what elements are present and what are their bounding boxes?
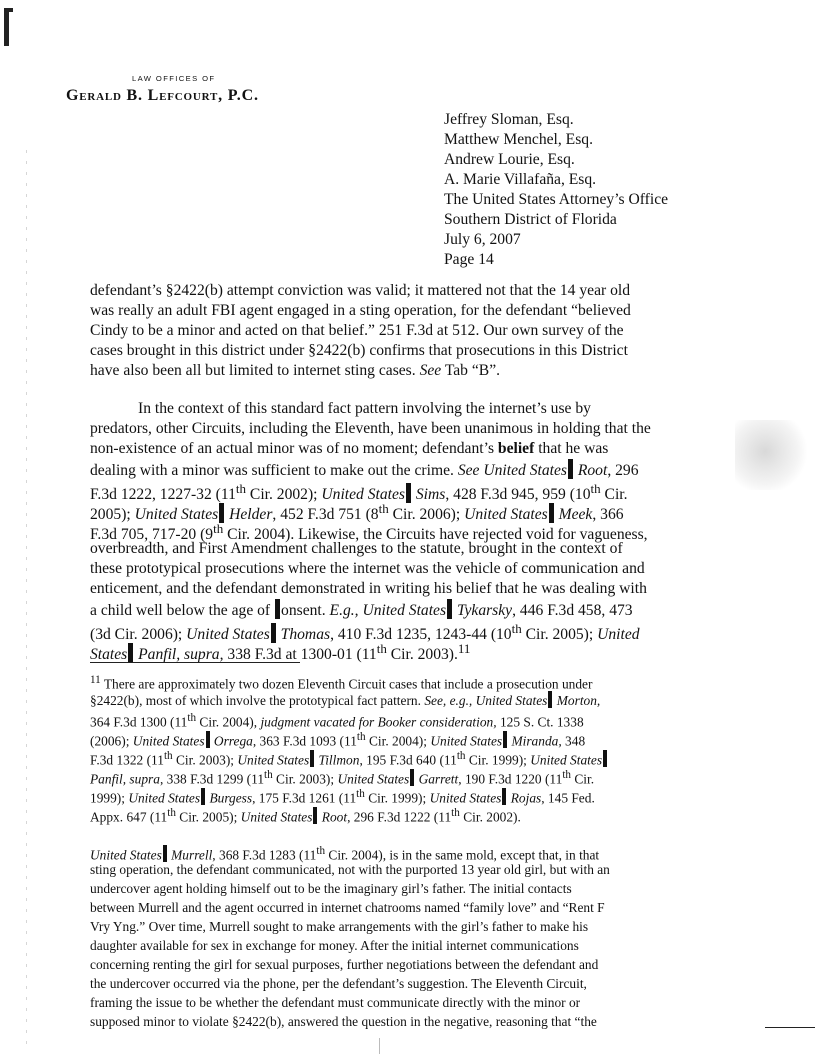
footnote-line: $^{11}$ There are approximately two dozen Eleventh Circuit cases that include a prosecution under bbox=[90, 674, 593, 692]
redaction-bar bbox=[603, 750, 607, 767]
footnote-line: (2006); United States Orrega, 363 F.3d 1093 (11th Cir. 2004); United States Miranda, 348 bbox=[90, 731, 586, 749]
text-line: overbreadth, and First Amendment challenges to the statute, brought in the context of bbox=[90, 540, 623, 557]
text-line: cases brought in this district under §2422(b) confirms that prosecutions in this District bbox=[90, 342, 628, 359]
footnote-line: United States Murrell, 368 F.3d 1283 (11th Cir. 2004), is in the same mold, except that, in that bbox=[90, 845, 600, 863]
recipient-line: Southern District of Florida bbox=[444, 211, 617, 228]
footnote-line: F.3d 1322 (11th Cir. 2003); United States Tillmon, 195 F.3d 640 (11th Cir. 1999); United States bbox=[90, 748, 608, 768]
footnote-line: Appx. 647 (11th Cir. 2005); United States Root, 296 F.3d 1222 (11th Cir. 2002). bbox=[90, 807, 521, 825]
footnote-line: framing the issue to be whether the defendant must communicate directly with the minor or bbox=[90, 995, 581, 1010]
date-line: July 6, 2007 bbox=[444, 231, 521, 248]
bottom-corner-rule bbox=[765, 1027, 815, 1028]
page-number: Page 14 bbox=[444, 251, 494, 268]
recipient-line: Matthew Menchel, Esq. bbox=[444, 131, 593, 148]
text-line: a child well below the age of onsent. E.g., United States Tykarsky, 446 F.3d 458, 473 bbox=[90, 599, 633, 621]
text-line: non-existence of an actual minor was of no moment; defendant’s belief that he was bbox=[90, 440, 609, 457]
redaction-bar bbox=[548, 691, 552, 708]
text-line: States Panfil, supra, 338 F.3d at 1300-01 (11th Cir. 2003).$^{11}$ bbox=[90, 641, 471, 664]
footnote-line: Panfil, supra, 338 F.3d 1299 (11th Cir. 2003); United States Garrett, 190 F.3d 1220 (11th Cir. bbox=[90, 769, 595, 787]
text-line: dealing with a minor was sufficient to make out the crime. See United States Root, 296 bbox=[90, 459, 639, 481]
redaction-bar bbox=[163, 845, 167, 862]
redaction-bar bbox=[503, 731, 507, 748]
footnote-line: sting operation, the defendant communicated, not with the purported 13 year old girl, but with an bbox=[90, 862, 610, 877]
binding-edge bbox=[26, 150, 27, 1050]
redaction-bar bbox=[310, 750, 314, 767]
redaction-bar bbox=[568, 459, 573, 479]
footnote-line: concerning renting the girl for sexual purposes, further negotiations between the defendant and bbox=[90, 957, 599, 972]
redaction-bar bbox=[502, 788, 506, 805]
footnote-line: Vry Yng.” Over time, Murrell sought to make arrangements with the girl’s father to make his bbox=[90, 919, 589, 934]
letterhead-law-offices: LAW OFFICES OF bbox=[132, 74, 216, 83]
footnote-line: 1999); United States Burgess, 175 F.3d 1261 (11th Cir. 1999); United States Rojas, 145 Fed. bbox=[90, 788, 595, 806]
text-line: In the context of this standard fact pattern involving the internet’s use by bbox=[138, 400, 591, 417]
redaction-bar bbox=[128, 643, 133, 663]
text-line: have also been all but limited to internet sting cases. See Tab “B”. bbox=[90, 362, 501, 379]
text-line: F.3d 1222, 1227-32 (11th Cir. 2002); United States Sims, 428 F.3d 945, 959 (10th Cir. bbox=[90, 481, 628, 504]
recipient-line: The United States Attorney’s Office bbox=[444, 191, 669, 208]
footnote-line: supposed minor to violate §2422(b), answered the question in the negative, reasoning that “the bbox=[90, 1014, 597, 1029]
redaction-bar bbox=[410, 769, 414, 786]
text-line: these prototypical prosecutions where the internet was the vehicle of communication and bbox=[90, 560, 645, 577]
redaction-bar bbox=[447, 599, 452, 619]
text-line: F.3d 705, 717-20 (9th Cir. 2004). Likewise, the Circuits have rejected void for vagueness, bbox=[90, 521, 648, 544]
footnote-line: between Murrell and the agent occurred in internet chatrooms named “family love” and “Rent F bbox=[90, 900, 605, 915]
text-line: predators, other Circuits, including the Eleventh, have been unanimous in holding that the bbox=[90, 420, 651, 437]
recipient-line: Andrew Lourie, Esq. bbox=[444, 151, 575, 168]
text-line: was really an adult FBI agent engaged in a sting operation, for the defendant “believed bbox=[90, 302, 631, 319]
footnote-ref: 11 bbox=[457, 641, 471, 656]
scan-corner-mark bbox=[4, 8, 9, 46]
letterhead-firm-name: Gerald B. Lefcourt, P.C. bbox=[66, 87, 259, 104]
redaction-bar bbox=[201, 788, 205, 805]
redaction-bar bbox=[313, 807, 317, 824]
text-line: defendant’s §2422(b) attempt conviction was valid; it mattered not that the 14 year old bbox=[90, 282, 631, 299]
scan-speck bbox=[735, 420, 810, 490]
recipient-line: Jeffrey Sloman, Esq. bbox=[444, 111, 574, 128]
redaction-bar bbox=[275, 599, 280, 619]
scan-mark-bottom bbox=[379, 1038, 380, 1054]
text-line: (3d Cir. 2006); United States Thomas, 410 F.3d 1235, 1243-44 (10th Cir. 2005); United bbox=[90, 621, 640, 644]
text-line: enticement, and the defendant demonstrated in writing his belief that he was dealing with bbox=[90, 580, 647, 597]
scan-corner-mark-top bbox=[4, 8, 13, 12]
redaction-bar bbox=[206, 731, 210, 748]
footnote-line: §2422(b), most of which involve the prototypical fact pattern. See, e.g., United States Morton, bbox=[90, 693, 601, 708]
text-line: 2005); United States Helder, 452 F.3d 751 (8th Cir. 2006); United States Meek, 366 bbox=[90, 501, 624, 524]
footnote-line: daughter available for sex in exchange for money. After the initial internet communications bbox=[90, 938, 579, 953]
footnote-line: undercover agent holding himself out to be the imaginary girl’s father. The initial contacts bbox=[90, 881, 572, 896]
footnote-line: 364 F.3d 1300 (11th Cir. 2004), judgment vacated for Booker consideration, 125 S. Ct. 1338 bbox=[90, 712, 584, 730]
recipient-line: A. Marie Villafaña, Esq. bbox=[444, 171, 597, 188]
footnote-separator bbox=[90, 662, 300, 663]
footnote-line: the undercover occurred via the phone, per the defendant’s suggestion. The Eleventh Circuit, bbox=[90, 976, 587, 991]
text-line: Cindy to be a minor and acted on that belief.” 251 F.3d at 512. Our own survey of the bbox=[90, 322, 624, 339]
